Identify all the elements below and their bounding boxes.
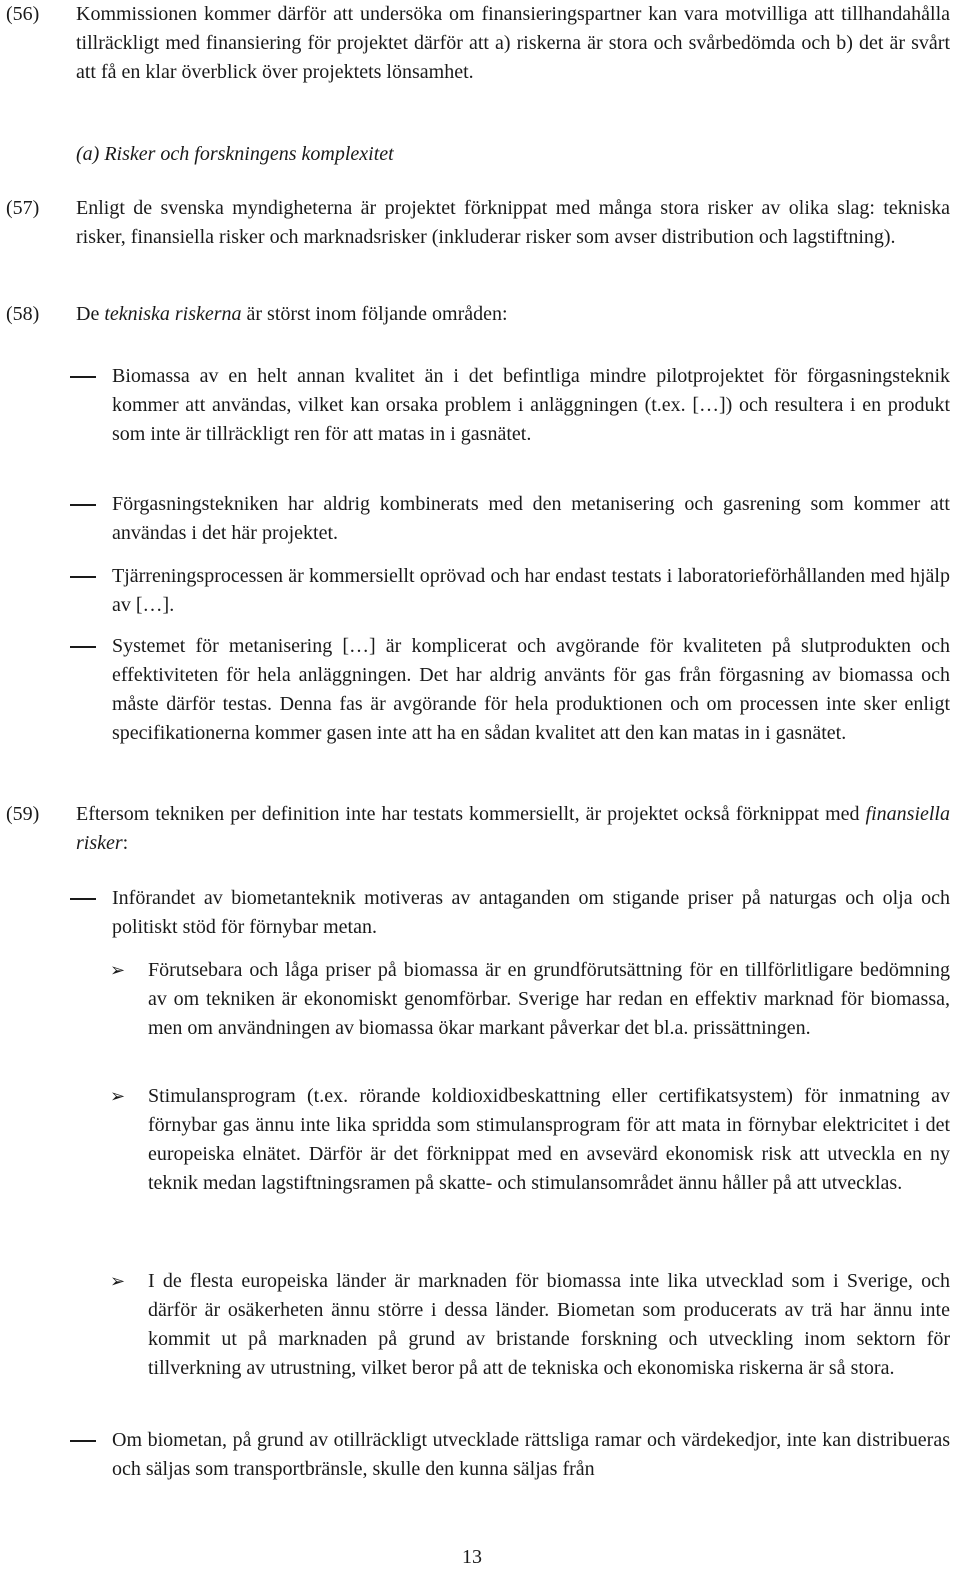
list-item-text: Förgasningstekniken har aldrig kombinerats med den metanisering och gasrening som kommer att användas i det här projektet. [112,493,950,544]
emphasis-text: tekniska riskerna [104,303,242,325]
text-run: Eftersom tekniken per definition inte har testats kommersiellt, är projektet också förknippat med [76,803,866,825]
list-item-text: Tjärreningsprocessen är kommersiellt oprövad och har endast testats i laboratorieförhållanden med hjälp av […]. [112,565,950,616]
paragraph-number: (59) [6,803,40,825]
list-item-text: Införandet av biometanteknik motiveras av antaganden om stigande priser på naturgas och olja och politiskt stöd för förnybar metan. [112,887,950,938]
sub-list-item [110,1267,950,1383]
paragraph-58 [6,300,950,329]
paragraph-56 [6,0,950,87]
arrow-bullet-icon: ➢ [110,1086,126,1107]
list-item [70,1426,950,1484]
list-item-text: Förutsebara och låga priser på biomassa är en grundförutsättning för en tillförlitligare bedömning av om tekniken är ekonomiskt genomförbar. Sverige har redan en effektiv marknad för biomassa, men om användningen av biomassa ökar markant påverkar det bl.a. prissättningen. [148,959,950,1039]
list-item [70,884,950,942]
arrow-bullet-icon: ➢ [110,960,126,981]
list-item [70,562,950,620]
sub-list-item [110,956,950,1043]
text-run: De [76,303,105,325]
paragraph-59 [6,800,950,858]
paragraph-text [76,300,950,329]
section-heading: (a) Risker och forskningens komplexitet [76,143,394,165]
list-item [70,490,950,548]
page-number: 13 [462,1546,482,1568]
paragraph-number: (56) [6,3,40,25]
list-item-text: Systemet för metanisering […] är komplicerat och avgörande för kvaliteten på slutprodukten och effektiviteten för hela anläggningen. Det har aldrig använts för gas från förgasning av biomassa och måste därför testas. Denna fas är avgörande för hela produktionen och om processen inte sker enligt specifikationerna kommer gasen inte att ha en sådan kvalitet att den kan matas in i gasnätet. [112,635,950,744]
list-item [70,362,950,449]
sub-list-item [110,1082,950,1198]
list-item-text: Stimulansprogram (t.ex. rörande koldioxidbeskattning eller certifikatsystem) för inmatning av förnybar gas ännu inte lika spridda som stimulansprogram för att mata in förnybar elektricitet i det europeiska elnätet. Därför är det förknippat med en avsevärd ekonomisk risk att utveckla en ny teknik medan lagstiftningsramen på skatte- och stimulansområdet ännu håller på att utvecklas. [148,1085,950,1194]
list-item-text: Biomassa av en helt annan kvalitet än i det befintliga mindre pilotprojektet för förgasningsteknik kommer att användas, vilket kan orsaka problem i anläggningen (t.ex. […]) och resultera i en produkt som inte är tillräckligt ren för att matas in i gasnätet. [112,365,950,445]
paragraph-number: (58) [6,303,40,325]
emphasis-text: finansiella risker [76,803,950,854]
arrow-bullet-icon: ➢ [110,1271,126,1292]
paragraph-text: Kommissionen kommer därför att undersöka om finansieringspartner kan vara motvilliga att tillhandahålla tillräckligt med finansiering för projektet därför att a) riskerna är stora och svårbedömda och b) det är svårt att få en klar överblick över projektets lönsamhet. [76,3,950,83]
text-run: är störst inom följande områden: [241,303,508,325]
list-item [70,632,950,748]
list-item-text: I de flesta europeiska länder är marknaden för biomassa inte lika utvecklad som i Sverige, och därför är osäkerheten ännu större i dessa länder. Biometan som producerats av trä har ännu inte kommit ut på marknaden på grund av bristande forskning och utveckling inom sektorn för tillverkning av utrustning, vilket beror på att de tekniska och ekonomiska riskerna är så stora. [148,1270,950,1379]
paragraph-text [76,800,950,858]
paragraph-57 [6,194,950,252]
list-item-text: Om biometan, på grund av otillräckligt utvecklade rättsliga ramar och värdekedjor, inte kan distribueras och säljas som transportbränsle, skulle den kunna säljas från [112,1429,950,1480]
paragraph-text: Enligt de svenska myndigheterna är projektet förknippat med många stora risker av olika slag: tekniska risker, finansiella risker och marknadsrisker (inkluderar risker som avser distribution och lagstiftning). [76,197,950,248]
paragraph-number: (57) [6,197,40,219]
text-run: : [122,832,129,854]
